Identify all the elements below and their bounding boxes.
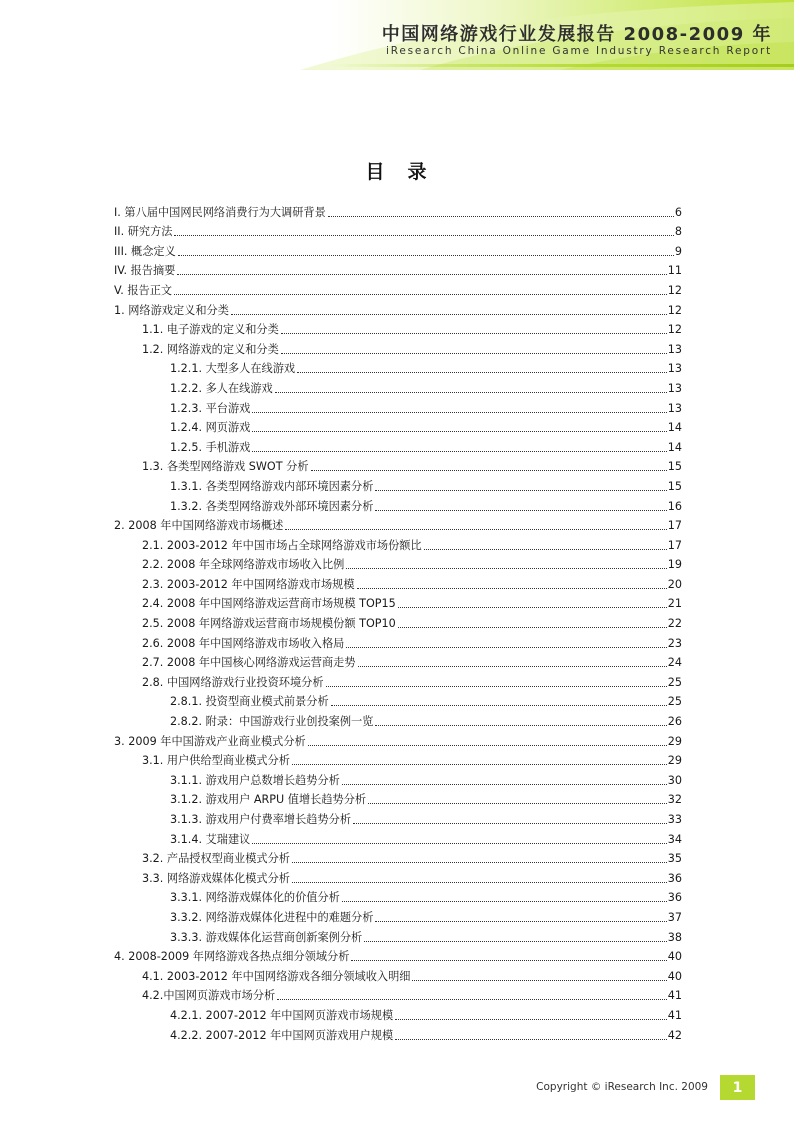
toc-entry-label: 4.2.中国网页游戏市场分析 (142, 989, 276, 1003)
toc-entry[interactable] (114, 514, 682, 534)
toc-entry-label: 1.2. 网络游戏的定义和分类 (142, 342, 279, 356)
toc-entry-page: 8 (674, 225, 682, 239)
toc-entry-label: 2.8.1. 投资型商业模式前景分析 (170, 695, 329, 709)
toc-entry-page: 34 (667, 832, 682, 846)
toc-dot-leader (375, 490, 666, 491)
toc-entry-label: 2.5. 2008 年网络游戏运营商市场规模份额 TOP10 (142, 617, 396, 631)
toc-dot-leader (346, 568, 666, 569)
toc-entry-label: 4. 2008-2009 年网络游戏各热点细分领域分析 (114, 950, 350, 964)
toc-dot-leader (252, 843, 666, 844)
table-of-contents (114, 200, 682, 1043)
toc-entry-page: 6 (674, 205, 682, 219)
toc-dot-leader (351, 960, 666, 961)
toc-entry[interactable] (114, 396, 682, 416)
toc-entry[interactable] (114, 298, 682, 318)
toc-entry-label: III. 概念定义 (114, 244, 176, 258)
toc-dot-leader (342, 901, 667, 902)
toc-entry-label: 2.2. 2008 年全球网络游戏市场收入比例 (142, 558, 345, 572)
toc-title: 目 录 (365, 161, 429, 183)
toc-entry[interactable] (114, 670, 682, 690)
toc-entry-page: 36 (667, 891, 682, 905)
toc-entry-label: 1.2.4. 网页游戏 (170, 421, 251, 435)
toc-entry[interactable] (114, 416, 682, 436)
toc-entry-page: 26 (667, 715, 682, 729)
toc-dot-leader (395, 1039, 667, 1040)
toc-entry-label: 2.8.2. 附录：中国游戏行业创投案例一览 (170, 715, 374, 729)
toc-entry-page: 36 (667, 871, 682, 885)
toc-entry[interactable] (114, 729, 682, 749)
toc-entry[interactable] (114, 200, 682, 220)
toc-entry-label: 1.2.3. 平台游戏 (170, 401, 251, 415)
toc-entry-page: 17 (667, 538, 682, 552)
toc-entry[interactable] (114, 651, 682, 671)
toc-dot-leader (178, 255, 674, 256)
toc-entry-page: 13 (667, 362, 682, 376)
toc-entry[interactable] (114, 866, 682, 886)
toc-entry-page: 40 (667, 969, 682, 983)
toc-dot-leader (375, 725, 666, 726)
toc-entry-label: 2.4. 2008 年中国网络游戏运营商市场规模 TOP15 (142, 597, 396, 611)
toc-entry-page: 41 (667, 989, 682, 1003)
toc-dot-leader (353, 823, 667, 824)
toc-entry-label: 3. 2009 年中国游戏产业商业模式分析 (114, 734, 306, 748)
toc-entry-page: 23 (667, 636, 682, 650)
toc-entry-label: 4.2.1. 2007-2012 年中国网页游戏市场规模 (170, 1008, 394, 1022)
toc-entry-label: 2.6. 2008 年中国网络游戏市场收入格局 (142, 636, 345, 650)
toc-dot-leader (297, 372, 667, 373)
toc-entry-page: 35 (667, 852, 682, 866)
toc-dot-leader (331, 705, 667, 706)
toc-entry[interactable] (114, 631, 682, 651)
toc-entry-label: 3.3.2. 网络游戏媒体化进程中的难题分析 (170, 910, 374, 924)
page-number-badge: 1 (720, 1075, 755, 1100)
toc-entry[interactable] (114, 278, 682, 298)
toc-dot-leader (368, 803, 667, 804)
toc-entry-page: 12 (667, 283, 682, 297)
copyright-notice: Copyright © iResearch Inc. 2009 (536, 1081, 708, 1093)
toc-entry-page: 38 (667, 930, 682, 944)
toc-entry[interactable] (114, 592, 682, 612)
toc-dot-leader (292, 764, 667, 765)
toc-entry[interactable] (114, 1023, 682, 1043)
toc-entry-page: 13 (667, 342, 682, 356)
toc-entry[interactable] (114, 1003, 682, 1023)
toc-entry-label: 2.1. 2003-2012 年中国市场占全球网络游戏市场份额比 (142, 538, 422, 552)
toc-entry-page: 11 (667, 264, 682, 278)
toc-entry-page: 14 (667, 421, 682, 435)
toc-entry-label: 2.8. 中国网络游戏行业投资环境分析 (142, 675, 324, 689)
toc-entry-page: 37 (667, 910, 682, 924)
toc-dot-leader (281, 353, 667, 354)
toc-entry-page: 24 (667, 656, 682, 670)
toc-entry-label: 1.3. 各类型网络游戏 SWOT 分析 (142, 460, 309, 474)
toc-entry[interactable] (114, 455, 682, 475)
toc-entry-page: 12 (667, 303, 682, 317)
toc-entry-label: 3.1. 用户供给型商业模式分析 (142, 754, 290, 768)
header-rule (330, 64, 794, 67)
toc-dot-leader (252, 412, 666, 413)
toc-entry[interactable] (114, 435, 682, 455)
toc-entry[interactable] (114, 768, 682, 788)
toc-dot-leader (275, 392, 667, 393)
toc-entry-label: 4.1. 2003-2012 年中国网络游戏各细分领域收入明细 (142, 969, 411, 983)
toc-entry-page: 20 (667, 577, 682, 591)
toc-entry-label: 3.3.1. 网络游戏媒体化的价值分析 (170, 891, 340, 905)
toc-dot-leader (375, 921, 666, 922)
toc-entry-page: 25 (667, 695, 682, 709)
toc-entry[interactable] (114, 533, 682, 553)
toc-dot-leader (424, 549, 667, 550)
toc-entry[interactable] (114, 572, 682, 592)
toc-entry[interactable] (114, 945, 682, 965)
toc-entry-label: V. 报告正文 (114, 283, 173, 297)
toc-entry-label: 3.1.3. 游戏用户付费率增长趋势分析 (170, 813, 352, 826)
toc-entry[interactable] (114, 318, 682, 338)
toc-entry-page: 12 (667, 323, 682, 337)
toc-entry-label: 1. 网络游戏定义和分类 (114, 303, 229, 317)
toc-entry-page: 9 (674, 244, 682, 258)
toc-entry[interactable] (114, 847, 682, 867)
toc-entry-label: 2.7. 2008 年中国核心网络游戏运营商走势 (142, 656, 356, 670)
toc-entry[interactable] (114, 690, 682, 710)
toc-entry-page: 17 (667, 519, 682, 533)
toc-dot-leader (398, 607, 667, 608)
toc-dot-leader (395, 1019, 667, 1020)
toc-dot-leader (357, 588, 667, 589)
toc-entry[interactable] (114, 474, 682, 494)
toc-dot-leader (358, 666, 667, 667)
toc-dot-leader (231, 314, 667, 315)
toc-entry-page: 32 (667, 793, 682, 807)
toc-entry-label: 3.2. 产品授权型商业模式分析 (142, 852, 290, 866)
toc-entry-page: 22 (667, 617, 682, 631)
toc-dot-leader (252, 451, 666, 452)
toc-entry-label: IV. 报告摘要 (114, 264, 176, 278)
toc-dot-leader (364, 941, 667, 942)
toc-entry-label: 2.3. 2003-2012 年中国网络游戏市场规模 (142, 577, 355, 591)
toc-entry[interactable] (114, 357, 682, 377)
toc-dot-leader (252, 431, 666, 432)
toc-entry[interactable] (114, 964, 682, 984)
toc-dot-leader (177, 274, 666, 275)
toc-dot-leader (311, 470, 667, 471)
toc-entry-label: 1.3.1. 各类型网络游戏内部环境因素分析 (170, 479, 374, 493)
toc-entry[interactable] (114, 788, 682, 808)
toc-dot-leader (277, 999, 667, 1000)
toc-dot-leader (342, 784, 667, 785)
toc-entry[interactable] (114, 709, 682, 729)
toc-entry[interactable] (114, 827, 682, 847)
toc-entry[interactable] (114, 984, 682, 1004)
toc-dot-leader (328, 216, 674, 217)
toc-entry-label: 3.3.3. 游戏媒体化运营商创新案例分析 (170, 930, 363, 944)
toc-entry-page: 16 (667, 499, 682, 513)
toc-dot-leader (285, 529, 666, 530)
toc-entry-page: 25 (667, 675, 682, 689)
toc-entry-page: 13 (667, 381, 682, 395)
toc-dot-leader (326, 686, 667, 687)
toc-entry[interactable] (114, 611, 682, 631)
report-title: 中国网络游戏行业发展报告 2008-2009 年 (381, 24, 772, 45)
toc-dot-leader (292, 882, 667, 883)
toc-entry-page: 29 (667, 754, 682, 768)
toc-entry[interactable] (114, 749, 682, 769)
toc-entry-page: 30 (667, 773, 682, 787)
toc-dot-leader (292, 862, 667, 863)
toc-entry-label: 3.3. 网络游戏媒体化模式分析 (142, 871, 290, 885)
toc-entry[interactable] (114, 553, 682, 573)
toc-dot-leader (346, 647, 666, 648)
toc-entry-page: 42 (667, 1028, 682, 1042)
report-subtitle: iResearch China Online Game Industry Research Report (386, 45, 772, 57)
toc-entry-page: 40 (667, 950, 682, 964)
toc-entry-page: 41 (667, 1008, 682, 1022)
toc-entry-label: 2. 2008 年中国网络游戏市场概述 (114, 519, 284, 533)
toc-entry-page: 29 (667, 734, 682, 748)
toc-entry[interactable] (114, 886, 682, 906)
toc-entry[interactable] (114, 239, 682, 259)
toc-dot-leader (174, 235, 673, 236)
toc-dot-leader (398, 627, 667, 628)
toc-entry-page: 33 (667, 813, 682, 826)
toc-entry-label: 3.1.2. 游戏用户 ARPU 值增长趋势分析 (170, 793, 367, 807)
toc-entry-page: 15 (667, 460, 682, 474)
toc-entry-page: 14 (667, 440, 682, 454)
toc-entry-label: 1.3.2. 各类型网络游戏外部环境因素分析 (170, 499, 374, 513)
toc-entry-page: 19 (667, 558, 682, 572)
toc-entry[interactable] (114, 807, 682, 827)
toc-entry[interactable] (114, 494, 682, 514)
toc-entry[interactable] (114, 259, 682, 279)
toc-entry-label: 1.2.1. 大型多人在线游戏 (170, 362, 296, 376)
toc-entry[interactable] (114, 925, 682, 945)
toc-entry[interactable] (114, 220, 682, 240)
toc-entry-label: 3.1.1. 游戏用户总数增长趋势分析 (170, 773, 340, 787)
toc-entry-label: 3.1.4. 艾瑞建议 (170, 832, 251, 846)
toc-dot-leader (412, 980, 666, 981)
toc-entry-label: 1.1. 电子游戏的定义和分类 (142, 323, 279, 337)
toc-entry[interactable] (114, 376, 682, 396)
toc-entry-page: 21 (667, 597, 682, 611)
toc-dot-leader (308, 745, 667, 746)
toc-entry-label: 4.2.2. 2007-2012 年中国网页游戏用户规模 (170, 1028, 394, 1042)
toc-entry-label: I. 第八届中国网民网络消费行为大调研背景 (114, 205, 326, 219)
toc-dot-leader (174, 294, 667, 295)
toc-entry-label: 1.2.5. 手机游戏 (170, 440, 251, 454)
toc-entry[interactable] (114, 905, 682, 925)
toc-dot-leader (375, 510, 666, 511)
toc-entry-label: 1.2.2. 多人在线游戏 (170, 381, 273, 395)
toc-entry[interactable] (114, 337, 682, 357)
toc-entry-page: 15 (667, 479, 682, 493)
toc-entry-label: II. 研究方法 (114, 225, 173, 239)
toc-dot-leader (281, 333, 667, 334)
toc-entry-page: 13 (667, 401, 682, 415)
